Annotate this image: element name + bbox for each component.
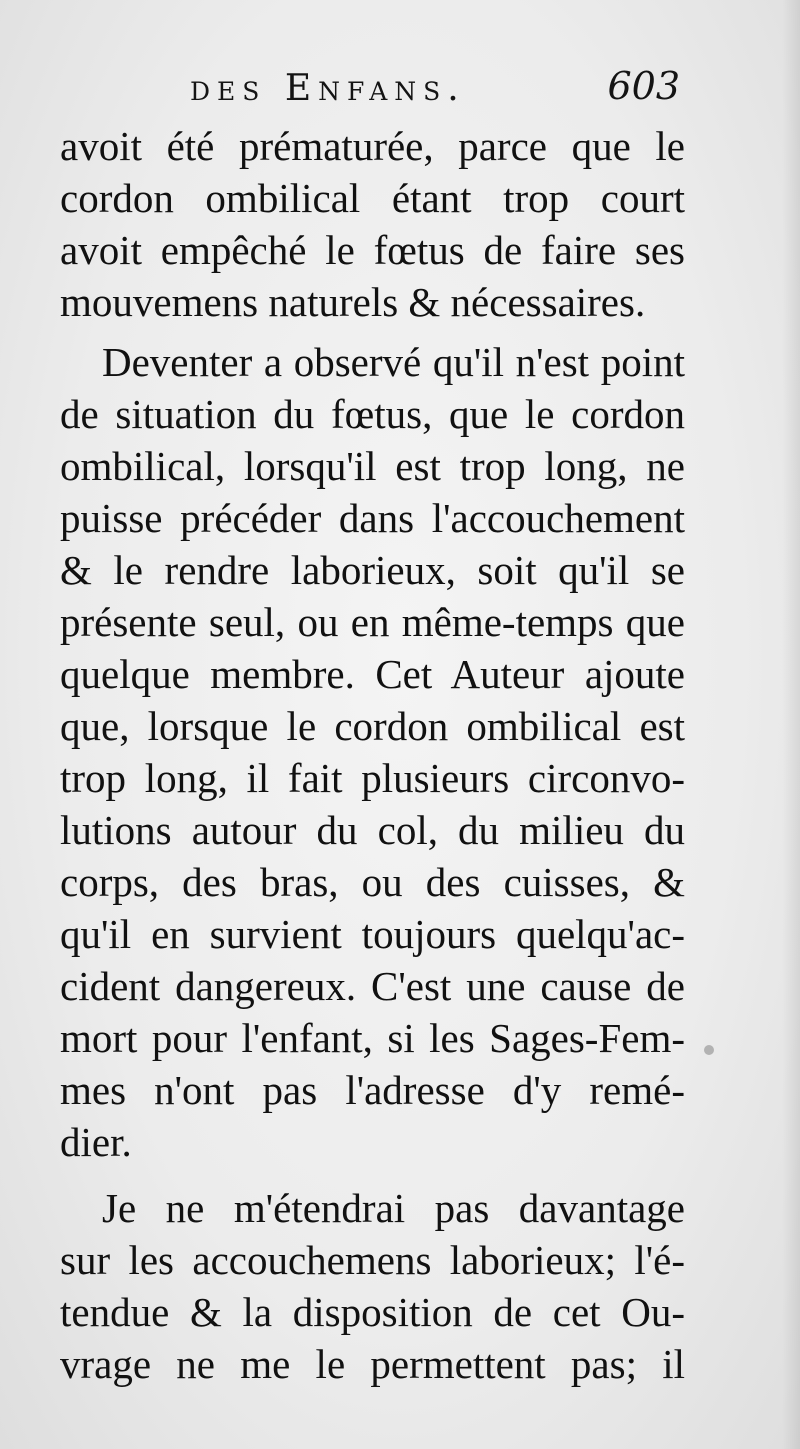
text-line: tendue & la disposition de cet Ou- — [60, 1289, 685, 1335]
text-line: vrage ne me le permettent pas; il — [60, 1341, 685, 1387]
text-line: sur les accouchemens laborieux; l'é- — [60, 1237, 685, 1283]
ink-speck — [704, 1045, 714, 1055]
text-line: que, lorsque le cordon ombilical est — [60, 703, 685, 749]
paragraph-gap — [60, 1168, 685, 1182]
page-number: 603 — [607, 64, 680, 108]
text-line: avoit empêché le fœtus de faire ses — [60, 227, 685, 273]
text-line: mouvemens naturels & nécessaires. — [60, 279, 646, 325]
text-line: quelque membre. Cet Auteur ajoute — [60, 651, 685, 697]
text-line: mes n'ont pas l'adresse d'y remé- — [60, 1067, 685, 1113]
text-line: dier. — [60, 1119, 132, 1165]
text-line: ombilical, lorsqu'il est trop long, ne — [60, 443, 685, 489]
text-line: cident dangereux. C'est une cause de — [60, 963, 685, 1009]
body-text — [60, 120, 685, 1390]
text-line: de situation du fœtus, que le cordon — [60, 391, 685, 437]
scan-shadow — [782, 0, 800, 1449]
text-line: Je ne m'étendrai pas davantage — [102, 1185, 685, 1231]
text-line: corps, des bras, ou des cuisses, & — [60, 859, 685, 905]
page-header — [190, 64, 680, 118]
text-line: présente seul, ou en même-temps que — [60, 599, 685, 645]
text-line: qu'il en survient toujours quelqu'ac- — [60, 911, 685, 957]
text-line: avoit été prématurée, parce que le — [60, 123, 685, 169]
text-line: Deventer a observé qu'il n'est point — [102, 339, 685, 385]
paragraph-gap — [60, 328, 685, 336]
text-line: lutions autour du col, du milieu du — [60, 807, 685, 853]
running-head: des Enfans. — [190, 68, 466, 109]
text-line: cordon ombilical étant trop court — [60, 175, 685, 221]
text-line: & le rendre laborieux, soit qu'il se — [60, 547, 685, 593]
text-line: puisse précéder dans l'accouchement — [60, 495, 685, 541]
text-line: mort pour l'enfant, si les Sages-Fem- — [60, 1015, 685, 1061]
text-line: trop long, il fait plusieurs circonvo- — [60, 755, 685, 801]
